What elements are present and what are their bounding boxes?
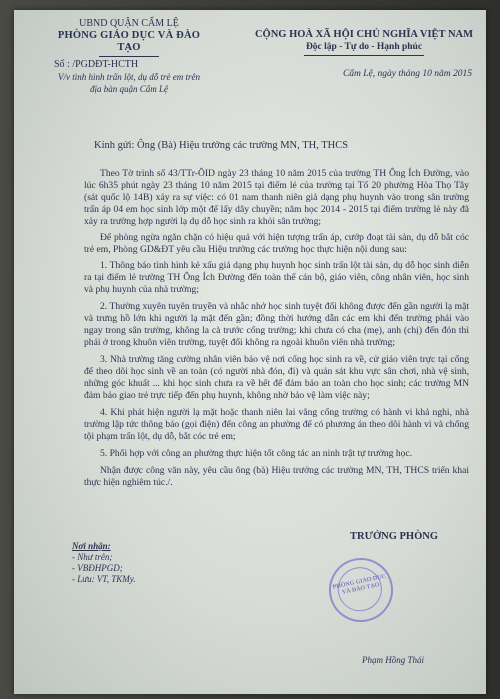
signer-name: Phạm Hồng Thái — [362, 655, 425, 665]
official-stamp — [323, 552, 399, 628]
recipient-item: - Lưu: VT, TKMy. — [72, 574, 136, 584]
recipient-item: - VBĐHPGD; — [72, 563, 123, 573]
national-header — [254, 28, 474, 81]
body-item: 2. Thường xuyên tuyên truyền và nhắc nhở học sinh tuyệt đối không được đến gần người lạ mặt và trưng hồ lớn khi người lạ mặt đến gần; đồng thời hướng dẫn các em khi đến trường phải vào ngay trong sân trường, không la cà trước cổng trường; khi chưa có cha (mẹ), anh (chị) đến đón thì phải ở trong khuôn viên trường, tuyệt đối không ra ngoài khuôn viên nhà trường; — [84, 301, 469, 348]
body-item: 5. Phối hợp với công an phường thực hiện tốt công tác an ninh trật tự trường học. — [100, 448, 413, 459]
document-subject-line2: địa bàn quận Cẩm Lệ — [89, 84, 168, 94]
header-divider — [99, 56, 159, 57]
document-number: Số : /PGDĐT-HCTH — [54, 59, 139, 70]
stamp-text: PHÒNG GIÁO DỤC VÀ ĐÀO TẠO — [332, 573, 387, 596]
issuer-header — [54, 18, 204, 95]
body-paragraph: Theo Tờ trình số 43/TTr-ÔID ngày 23 tháng 10 năm 2015 của trường TH Ông Ích Đường, vào lúc 6h35 phút ngày 23 tháng 10 năm 2015 tại điểm lẻ của trường tại Tổ 20 phường Hòa Thọ Tây (sát quốc lộ 14B) xảy ra sự việc: có 01 nam thanh niên giả dạng phụ huynh vào trong sân trường trấn áp 04 em học sinh lớp một để lấy dây chuyền; năm học 2014 - 2015 tại điểm trường lẻ này đã xảy ra trường hợp người lạ dụ dỗ học sinh ra khỏi sân trường; — [84, 168, 469, 227]
recipients-list — [72, 541, 136, 585]
document-subject-line1: V/v tình hình trấn lột, dụ dỗ trẻ em trên — [58, 72, 200, 82]
document-page — [14, 10, 486, 694]
body-paragraph: Để phòng ngừa ngăn chặn có hiệu quả với hiện tượng trấn áp, cướp đoạt tài sản, dụ dỗ bắt cóc trẻ em, Phòng GD&ĐT yêu cầu Hiệu trưởng các trường học thực hiện nội dung sau: — [84, 232, 469, 255]
recipient-item: - Như trên; — [72, 552, 113, 562]
motto-divider — [304, 55, 424, 56]
signer-title: TRƯỞNG PHÒNG — [350, 531, 438, 542]
national-motto: Độc lập - Tự do - Hạnh phúc — [305, 42, 423, 52]
issue-date: Cẩm Lệ, ngày tháng 10 năm 2015 — [342, 69, 472, 79]
state-name: CỘNG HOÀ XÃ HỘI CHỦ NGHĨA VIỆT NAM — [254, 29, 474, 40]
issuer-org-line1: UBND QUẬN CẨM LỆ — [79, 18, 179, 29]
issuer-org-line2: PHÒNG GIÁO DỤC VÀ ĐÀO TẠO — [57, 30, 201, 53]
document-body — [84, 168, 469, 493]
recipients-label: Nơi nhận: — [72, 541, 111, 551]
body-item: 1. Thông báo tình hình kẻ xấu giả dạng phụ huynh học sinh trấn lột tài sản, dụ dỗ học sinh diễn ra tại điểm lẻ trường TH Ông Ích Đường đến toàn thể cán bộ, giáo viên, công nhân viên, học sinh và phụ huynh của nhà trường; — [84, 260, 469, 295]
body-item: 4. Khi phát hiện người lạ mặt hoặc thanh niên lai vãng cổng trường có hành vi khả nghi, nhà trường lập tức thông báo (gọi điện) đến công an phường để có phương án theo dõi hành vi và chống tội phạm trấn lột, dụ dỗ, bắt cóc trẻ em; — [84, 407, 469, 442]
body-item: 3. Nhà trường tăng cường nhân viên bảo vệ nơi cổng học sinh ra về, cử giáo viên trực tại cổng để theo dõi học sinh về an toàn (có người nhà đón, đi) và quản sát khu vực sân chơi, nhà vệ sinh, những góc khuất ... khi học sinh chưa ra về hết để đảm bảo an toàn cho học sinh; các trường MN đảm bảo giao trẻ trực tiếp đến phụ huynh, không nhờ bảo vệ làm việc này; — [84, 354, 469, 401]
recipient-line: Kính gửi: Ông (Bà) Hiệu trưởng các trường MN, TH, THCS — [94, 140, 349, 151]
closing-paragraph: Nhận được công văn này, yêu cầu ông (bà) Hiệu trưởng các trường MN, TH, THCS triển khai thực hiện nghiêm túc./. — [84, 465, 469, 488]
